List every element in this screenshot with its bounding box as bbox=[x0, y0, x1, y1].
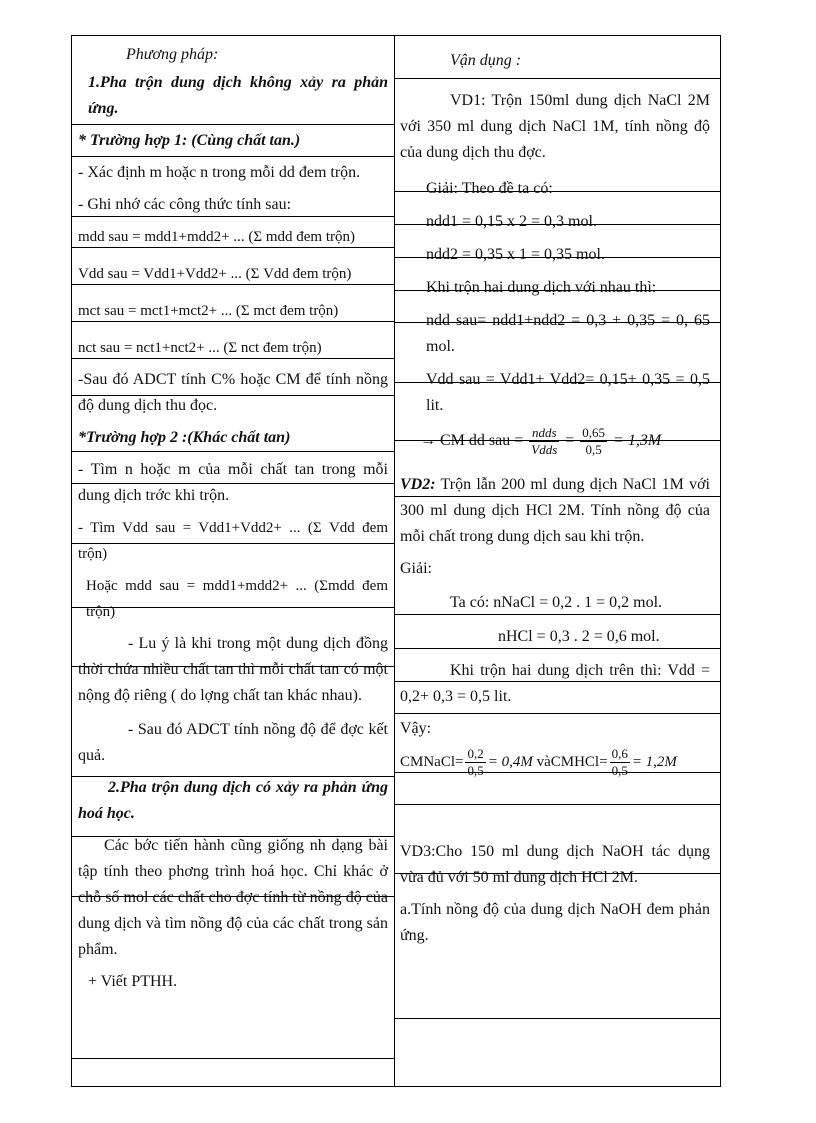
vd1-frac1-num: ndds bbox=[529, 425, 559, 442]
vd1-line4: ndd sau= ndd1+ndd2 = 0,3 + 0,35 = 0, 65 mol. bbox=[426, 312, 710, 355]
case1-title: * Trường hợp 1: (Cùng chất tan.) bbox=[78, 132, 301, 149]
vd1-frac2-num: 0,65 bbox=[582, 425, 606, 440]
case1-step2: - Ghi nhớ các công thức tính sau: bbox=[78, 196, 292, 213]
vd1-line3: Khi trộn hai dung dịch với nhau thì: bbox=[426, 279, 657, 296]
vd1-solution-label: Giải: Theo đề ta có: bbox=[426, 180, 553, 197]
row-line bbox=[71, 1058, 394, 1059]
formula-nct: nct sau = nct1+nct2+ ... (Σ nct đem trộn) bbox=[78, 340, 322, 356]
vd1-result-prefix: → CM dd sau = bbox=[420, 432, 524, 450]
vd1-line5: Vdd sau = Vdd1+ Vdd2= 0,15+ 0,35 = 0,5 lit. bbox=[426, 371, 710, 414]
vd2-c2-den: 0,5 bbox=[611, 763, 628, 778]
vd2-c1-prefix: CMNaCl= bbox=[400, 753, 464, 770]
vd1-line1: ndd1 = 0,15 x 2 = 0,3 mol. bbox=[426, 213, 597, 230]
note1: - Lu ý là khi trong một dung dịch đồng thời chứa nhiều chất tan thì mỗi chất tan có một nộng độ riêng ( do lợng chất tan khác nhau). bbox=[78, 635, 388, 704]
case2-title: *Trường hợp 2 :(Khác chất tan) bbox=[78, 429, 291, 446]
row-line bbox=[394, 1018, 721, 1019]
vd1-problem: VD1: Trộn 150ml dung dịch NaCl 2M với 350 ml dung dịch NaCl 1M, tính nồng độ của dung dịch thu đợc. bbox=[400, 92, 710, 161]
section2-title: 2.Pha trộn dung dịch có xảy ra phản ứng hoá học. bbox=[78, 779, 388, 822]
vd2-line2: nHCl = 0,3 . 2 = 0,6 mol. bbox=[498, 628, 660, 645]
method-heading: Phương pháp: bbox=[126, 46, 219, 63]
vd2-c1-num: 0,2 bbox=[467, 746, 484, 761]
vd1-frac1-den: Vdds bbox=[531, 442, 558, 457]
note2: - Sau đó ADCT tính nồng độ để đợc kết quả. bbox=[78, 721, 388, 764]
vd2-label: VD2: bbox=[400, 476, 436, 493]
section2-body: Các bớc tiến hành cũng giống nh dạng bài tập tính theo phơng trình hoá học. Chỉ khác ở chỗ số mol các chất cho đợc tính từ nồng độ của dung dịch và tìm nồng độ của các chất trong sản phẩm. bbox=[78, 837, 388, 958]
right-column bbox=[400, 48, 710, 949]
vd1-fraction-symbolic bbox=[529, 425, 559, 458]
vd3-part-a: a.Tính nồng độ của dung dịch NaOH đem phản ứng. bbox=[400, 901, 710, 944]
vd2-c2-fraction bbox=[610, 746, 630, 779]
vd2-line4: Vậy: bbox=[400, 720, 432, 737]
vd2-solution-label: Giải: bbox=[400, 560, 432, 577]
formula-v: Vdd sau = Vdd1+Vdd2+ ... (Σ Vdd đem trộn) bbox=[78, 266, 352, 282]
vd2-line1: Ta có: nNaCl = 0,2 . 1 = 0,2 mol. bbox=[450, 594, 663, 611]
left-column bbox=[78, 42, 388, 995]
vd2-c2-value: = 1,2M bbox=[631, 753, 677, 770]
vd2-problem-text: Trộn lẫn 200 ml dung dịch NaCl 1M với 300 ml dung dịch HCl 2M. Tính nồng độ của mỗi chất trong dung dịch sau khi trộn. bbox=[400, 476, 710, 545]
case2-step2: - Tìm Vdd sau = Vdd1+Vdd2+ ... (Σ Vdd đem trộn) bbox=[78, 520, 388, 562]
section2-last: + Viết PTHH. bbox=[88, 973, 178, 990]
case1-step1: - Xác định m hoặc n trong mỗi dd đem trộn. bbox=[78, 164, 361, 181]
case1-step3: -Sau đó ADCT tính C% hoặc CM để tính nồng độ dung dịch thu đọc. bbox=[78, 371, 388, 414]
vd3-problem: VD3:Cho 150 ml dung dịch NaOH tác dụng vừa đủ với 50 ml dung dịch HCl 2M. bbox=[400, 843, 710, 886]
section1-title: 1.Pha trộn dung dịch không xảy ra phản ứng. bbox=[88, 74, 388, 117]
vd1-result: → CM dd sau = $\frac{\text{ndds}}{\text{Vdds}}$ = $\frac{0,65}{0,5}$ = 1,3M bbox=[420, 425, 662, 457]
vd2-results bbox=[400, 746, 710, 779]
vd2-line3: Khi trộn hai dung dịch trên thì: Vdd = 0,2+ 0,3 = 0,5 lit. bbox=[400, 662, 710, 705]
column-divider bbox=[394, 35, 395, 1087]
vd2-problem bbox=[400, 472, 710, 550]
vd1-frac2-den: 0,5 bbox=[585, 442, 602, 457]
formula-mct: mct sau = mct1+mct2+ ... (Σ mct đem trộn) bbox=[78, 303, 339, 319]
formula-m: mdd sau = mdd1+mdd2+ ... (Σ mdd đem trộn) bbox=[78, 229, 356, 245]
vd1-fraction-numeric bbox=[580, 425, 607, 458]
vd2-c1-value: = 0,4M bbox=[487, 753, 533, 770]
apply-heading: Vận dụng : bbox=[450, 52, 522, 69]
vd2-c1-fraction bbox=[465, 746, 485, 779]
vd2-c2-prefix: vàCMHCl= bbox=[536, 753, 608, 770]
case2-step1: - Tìm n hoặc m của mỗi chất tan trong mỗi dung dịch trớc khi trộn. bbox=[78, 461, 388, 504]
vd2-c2-num: 0,6 bbox=[611, 746, 628, 761]
vd1-line2: ndd2 = 0,35 x 1 = 0,35 mol. bbox=[426, 246, 605, 263]
vd2-c1-den: 0,5 bbox=[467, 763, 484, 778]
vd1-result-value: = 1,3M bbox=[613, 432, 662, 450]
case2-step3: Hoặc mdd sau = mdd1+mdd2+ ... (Σmdd đem trộn) bbox=[86, 578, 388, 620]
